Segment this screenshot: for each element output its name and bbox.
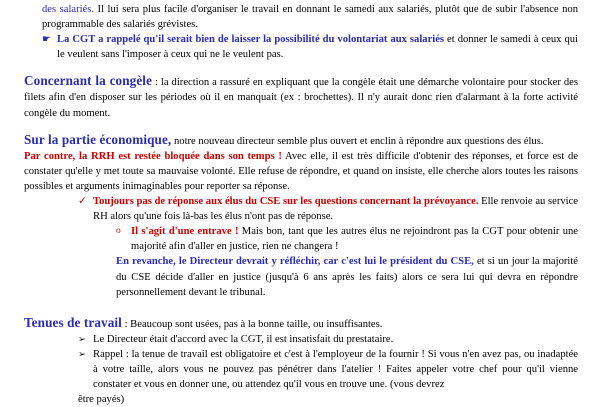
cgt-bullet-emphasis: La CGT a rappelé qu'il serait bien de laisser la possibilité du volontariat aux salariés bbox=[57, 34, 445, 46]
list-item-body bbox=[93, 194, 578, 224]
clipped-last-line: être payés) bbox=[78, 394, 125, 406]
entrave-emphasis: Il s'agit d'une entrave ! bbox=[131, 226, 239, 238]
continuation-lead-text: des salariés. bbox=[42, 4, 95, 15]
rrh-rest: Avec elle, il est très difficile d'obtenir des réponses, et force est de constater qu'elle y met toute sa mauvaise volonté. Elle refuse de répondre, et quand on insiste, elle cherche alors toutes les raisons possibles et arguments inimaginables pour reporter sa réponse. bbox=[24, 150, 578, 192]
cgt-bullet-rest: et donner le samedi à ceux qui le veulent sans l'imposer à ceux qui ne le veulent pas. bbox=[57, 34, 578, 61]
list-item-tenues-2 bbox=[78, 347, 578, 392]
spacer bbox=[24, 300, 578, 315]
arrow-bullet-icon: ➢ bbox=[78, 333, 86, 345]
arrow-bullet-icon: ➢ bbox=[78, 348, 86, 360]
section-body-congele: : la direction a rassuré en expliquant que la congèle était une démarche volontaire pour stocker des filets afin d'en disposer sur les périodes où il en manquait (ex : brochettes). Il n'y aurait donc rien d'alarmant à la forte activité congèle du moment. bbox=[24, 77, 578, 119]
list-item-tenues-1 bbox=[78, 332, 578, 347]
prevoyance-rest: Elle renvoie au service RH alors qu'une fois là-bas les élus n'ont pas de réponse. bbox=[93, 196, 578, 223]
list-item-body bbox=[57, 32, 578, 62]
section-heading-economique: Sur la partie économique, bbox=[24, 131, 172, 147]
spacer bbox=[24, 121, 578, 132]
spacer bbox=[24, 62, 578, 73]
section-body-economique: notre nouveau directeur semble plus ouvert et enclin à répondre aux questions des élus. bbox=[171, 135, 544, 147]
list-item-entrave bbox=[116, 224, 578, 254]
check-icon: ✓ bbox=[78, 195, 87, 208]
list-item-cgt-volontariat bbox=[42, 32, 578, 62]
list-item-body: Le Directeur était d'accord avec la CGT, il est insatisfait du prestataire. bbox=[93, 333, 394, 345]
section-tenues bbox=[24, 315, 578, 332]
paragraph-directeur bbox=[116, 254, 578, 299]
section-heading-congele: Concernant la congèle bbox=[24, 73, 153, 89]
directeur-rest: et si un jour la majorité du CSE décide d'aller en justice (jusqu'à 6 ans après les faits) alors ce sera lui qui devra en répondre personnellement devant le tribunal. bbox=[116, 256, 578, 298]
section-economique bbox=[24, 132, 578, 149]
section-heading-tenues: Tenues de travail bbox=[24, 314, 122, 330]
continuation-paragraph bbox=[42, 2, 578, 32]
paragraph-rrh bbox=[24, 149, 578, 194]
hand-pointer-icon: ☛ bbox=[42, 34, 51, 46]
circle-bullet-icon: o bbox=[116, 226, 121, 237]
directeur-emphasis: En revanche, le Directeur devrait y réfléchir, car c'est lui le président du CSE, bbox=[116, 256, 474, 268]
list-item-body bbox=[131, 224, 578, 254]
section-body-tenues: : Beaucoup sont usées, pas à la bonne taille, ou insuffisantes. bbox=[121, 318, 383, 330]
list-item-prevoyance bbox=[78, 194, 578, 224]
entrave-rest: Mais bon, tant que les autres élus ne rejoindront pas la CGT pour obtenir une majorité afin d'aller en justice, rien ne changera ! bbox=[131, 226, 578, 253]
prevoyance-emphasis: Toujours pas de réponse aux élus du CSE sur les questions concernant la prévoyance. bbox=[93, 196, 479, 208]
rrh-emphasis: Par contre, la RRH est restée bloquée dans son temps ! bbox=[24, 150, 282, 162]
list-item-body: Rappel : la tenue de travail est obligatoire et c'est à l'employeur de la fournir ! Si vous n'en avez pas, ou inadaptée à votre taille, alors vous ne pouvez pas pénétrer dans l'atelier ! Faites appeler votre chef pour qu'il vienne constater et vous en donner une, ou attendez qu'il vous en trouve une. (vous devrez bbox=[93, 348, 578, 391]
section-congele bbox=[24, 73, 578, 120]
continuation-rest-text: Il lui sera plus facile d'organiser le travail en donnant le samedi aux salariés, plutôt que de subir l'absence non programmable des salariés grévistes. bbox=[42, 4, 579, 31]
